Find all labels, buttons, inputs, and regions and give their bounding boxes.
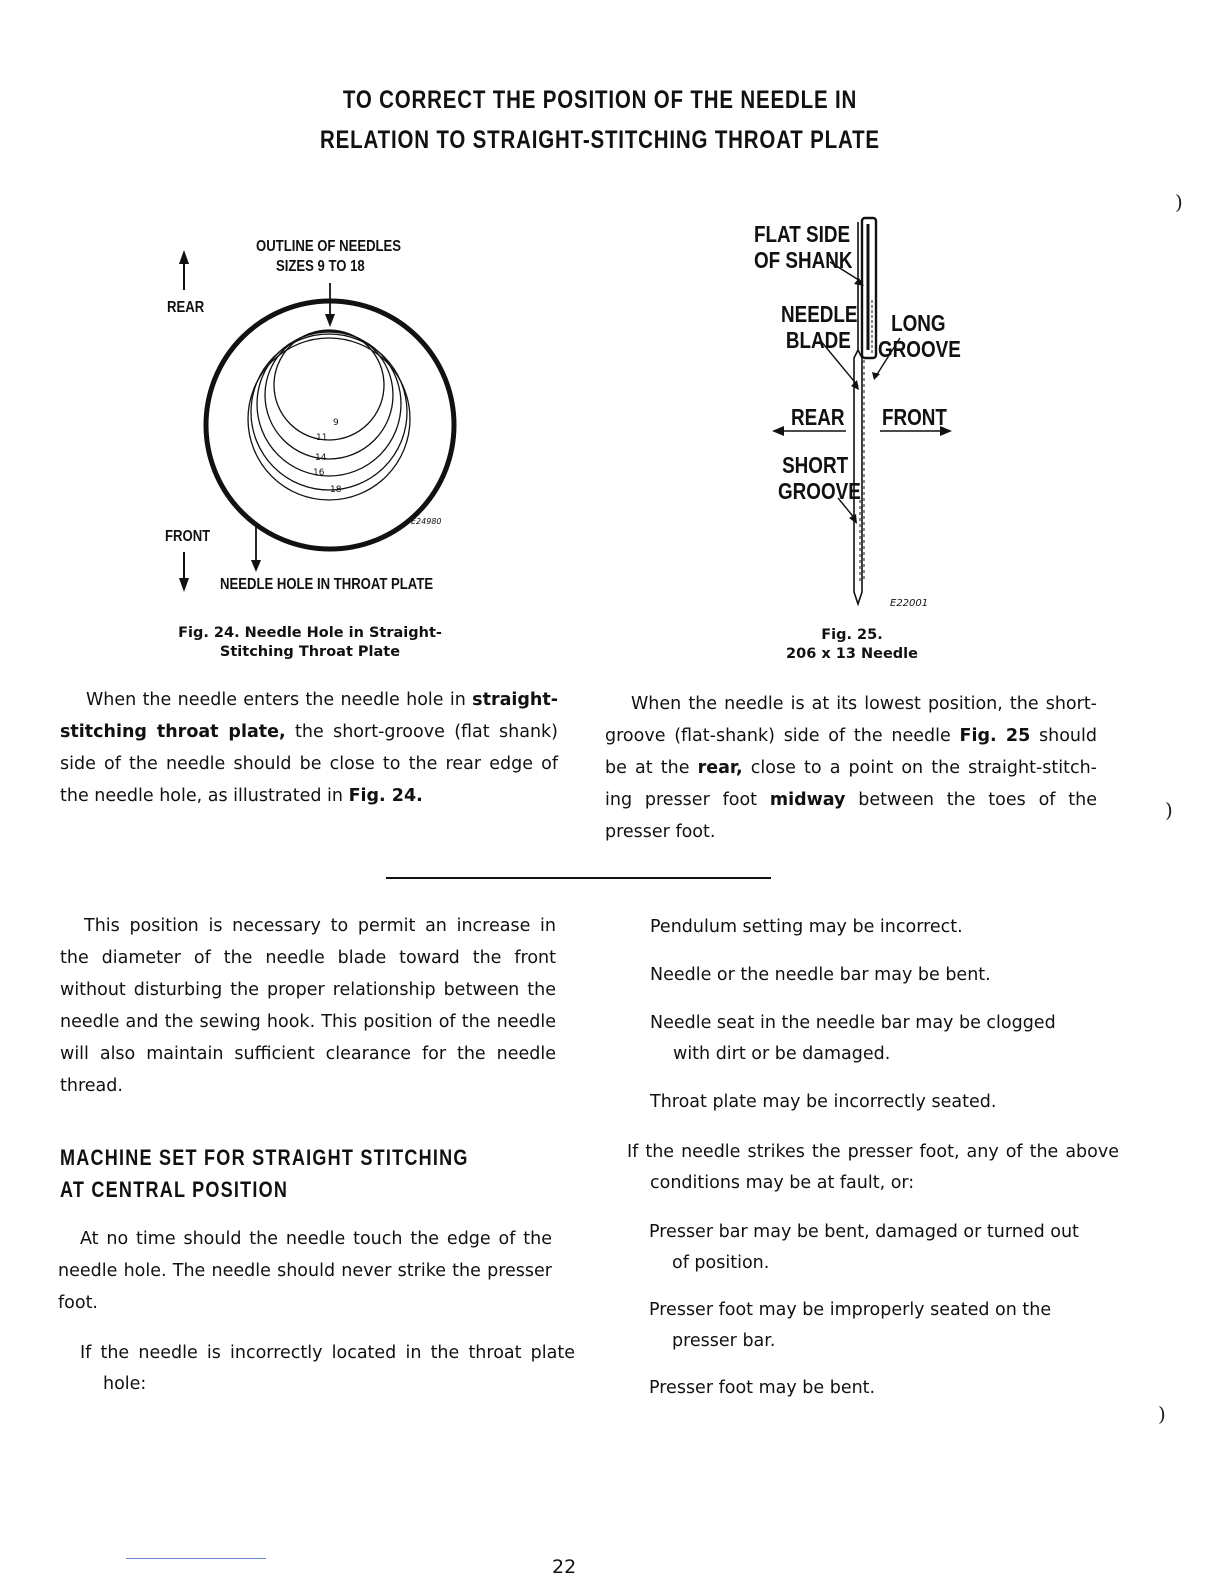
text-run: When the needle enters the needle hole in [86,690,473,710]
caption-line: Fig. 25. [821,627,883,643]
condition-item: Throat plate may be incorrectly seated. [650,1092,997,1112]
size-label: 18 [330,485,342,495]
text-run-bold: midway [769,790,846,810]
text-run: close to a point on the straight-stitch-ing presser foot [605,758,1097,810]
hole-arrow-icon [251,560,261,572]
figure-25-caption [732,626,972,664]
text-run-bold: rear, [697,758,743,778]
label-line: OF SHANK [754,247,853,273]
long-groove-label [878,310,961,362]
outline-label-1: OUTLINE OF NEEDLES [256,238,402,255]
caption-line: Stitching Throat Plate [219,644,401,660]
incorrect-location-intro: If the needle is incorrectly located in the throat plate hole: [80,1343,575,1394]
outline-arrow-icon [325,314,335,327]
presser-item: Presser foot may be bent. [649,1378,876,1398]
text-run-bold: Fig. 25 [959,726,1031,746]
front-label: FRONT [882,404,947,430]
text-run: the short-groove (flat shank) side of the needle should be close to the rear edge of the needle hole, as illustrated in [60,722,559,806]
rear-label: REAR [791,404,845,430]
page-title-line-2: RELATION TO STRAIGHT-STITCHING THROAT PLATE [320,126,880,154]
short-groove-label [778,452,861,504]
label-line: LONG [891,310,946,336]
figure-code: E24980 [411,517,442,526]
rear-arrow-icon [772,426,784,436]
needle-hole-label: NEEDLE HOLE IN THROAT PLATE [220,576,434,593]
needle-touch-paragraph: At no time should the needle touch the edge of the needle hole. The needle should never strike the presser foot. [58,1229,552,1313]
caption-line: Fig. 24. Needle Hole in Straight- [178,625,442,641]
needle-outline-size-14 [257,332,401,476]
heading-line: MACHINE SET FOR STRAIGHT STITCHING [60,1145,469,1170]
needle-blade-label [781,301,858,353]
condition-item: Needle seat in the needle bar may be clogged with dirt or be damaged. [650,1013,1056,1064]
condition-item: Pendulum setting may be incorrect. [650,917,963,937]
conditions-list [650,912,1096,1118]
size-label: 16 [313,468,325,478]
heading-line: AT CENTRAL POSITION [60,1177,289,1202]
flat-side-label [754,221,853,273]
label-line: SHORT [782,452,849,478]
label-line: NEEDLE [781,301,858,327]
needle-hole-paragraph [60,684,558,812]
label-line: BLADE [785,327,851,353]
front-arrow-icon [179,578,189,592]
page-number: 22 [552,1556,577,1578]
section-heading [60,1142,469,1206]
presser-list [649,1217,1096,1404]
size-label: 9 [333,418,339,428]
size-label: 11 [316,433,328,443]
text-run: between the toes of the presser foot. [605,790,1097,842]
binding-mark: ) [1165,798,1173,822]
rear-label: REAR [167,299,205,316]
size-label: 14 [315,453,327,463]
needle-outline-size-9 [274,330,384,440]
rear-arrow-icon [179,250,189,264]
figure-24 [0,0,600,670]
outline-label-2: SIZES 9 TO 18 [276,258,365,275]
page-title-line-1: TO CORRECT THE POSITION OF THE NEEDLE IN [342,86,858,114]
text-run: should be at the [605,726,1097,778]
caption-line: 206 x 13 Needle [786,646,918,662]
presser-item: Presser bar may be bent, damaged or turned out of position. [649,1222,1079,1273]
needle-hole-diagram [0,0,600,620]
position-paragraph: This position is necessary to permit an increase in the diameter of the needle blade toward the front without disturbing the proper relationship between the needle and the sewing hook. This position of the needle will also maintain sufficient clearance for the needle thread. [60,916,556,1096]
text-run-bold: straight-stitching throat plate, [60,690,558,742]
lowest-position-paragraph [605,688,1097,848]
label-line: GROOVE [878,336,961,362]
binding-mark: ) [1175,190,1183,214]
text-run-bold: Fig. 24. [348,786,423,806]
label-line: FLAT SIDE [754,221,851,247]
condition-item: Needle or the needle bar may be bent. [650,965,991,985]
figure-24-caption [160,624,460,662]
section-divider [386,877,771,879]
figure-code: E22001 [890,598,929,609]
binding-mark: ) [1158,1402,1166,1426]
footer-rule [126,1558,266,1559]
strike-intro: If the needle strikes the presser foot, any of the above conditions may be at fault, or: [627,1142,1119,1193]
front-label: FRONT [165,528,211,545]
text-run: When the needle is at its lowest position, the short-groove (flat-shank) side of the needle [605,694,1097,746]
presser-item: Presser foot may be improperly seated on the presser bar. [649,1300,1052,1351]
figure-25 [600,200,1020,670]
label-line: GROOVE [778,478,861,504]
